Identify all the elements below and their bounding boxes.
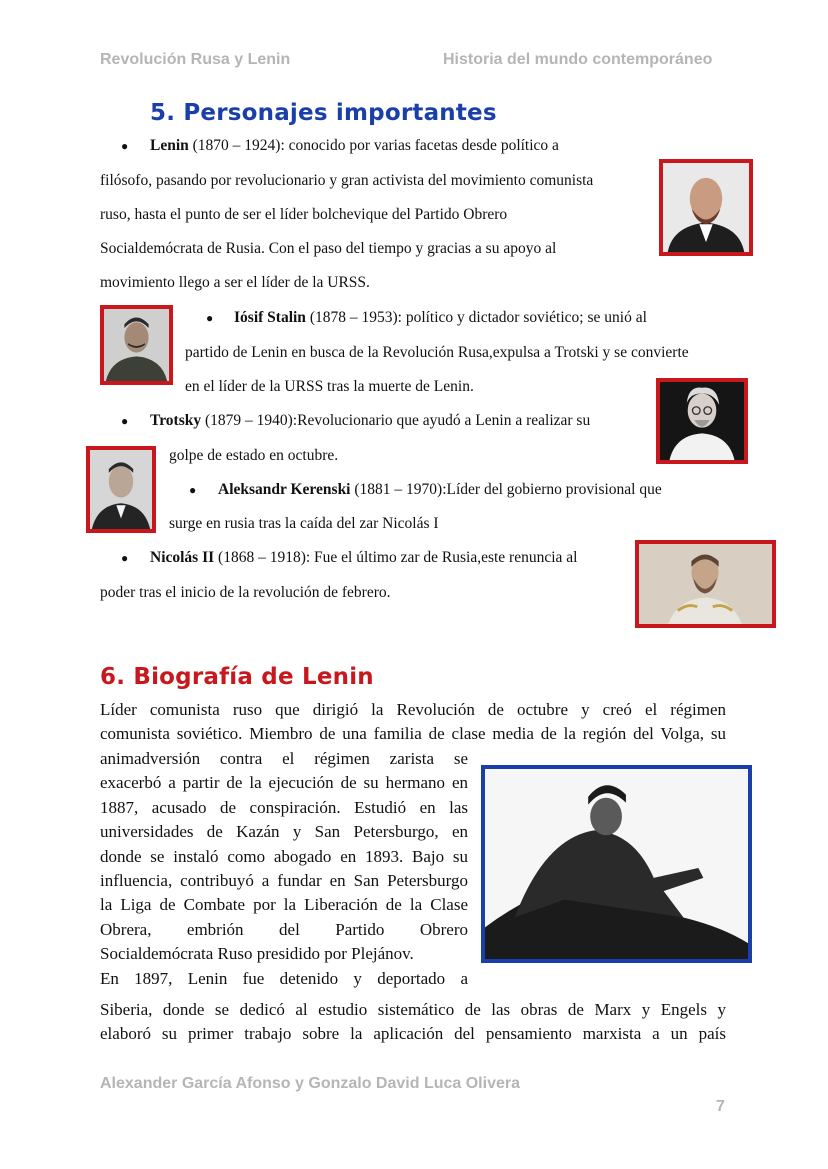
bullet-trotsky: ● xyxy=(121,414,129,428)
header-left: Revolución Rusa y Lenin xyxy=(100,51,291,68)
bio-left-line: influencia, contribuyó a fundar en San Petersburgo xyxy=(100,871,468,891)
bio-paragraph-bottom xyxy=(100,998,726,1047)
lenin-line-4: Socialdemócrata de Rusia. Con el paso del tiempo y gracias a su apoyo al xyxy=(100,240,557,257)
header-right: Historia del mundo contemporáneo xyxy=(443,51,713,68)
kerenski-line-1 xyxy=(218,481,662,498)
bio-left-line: Socialdemócrata Ruso presidido por Plejánov. xyxy=(100,944,414,964)
trotsky-portrait xyxy=(656,378,748,464)
footer-authors: Alexander García Afonso y Gonzalo David Luca Olivera xyxy=(100,1075,520,1092)
bio-left-line: animadversión contra el régimen zarista se xyxy=(100,749,468,768)
bio-bottom-line-2: elaboró su primer trabajo sobre la aplicación del pensamiento marxista a un país xyxy=(100,1024,726,1044)
stalin-name: Iósif Stalin xyxy=(234,309,306,326)
bullet-kerenski: ● xyxy=(189,483,197,497)
bio-line-2: comunista soviético. Miembro de una familia de clase media de la región del Volga, su xyxy=(100,724,726,744)
lenin-speech-photo xyxy=(481,765,752,963)
page-number: 7 xyxy=(716,1098,725,1115)
bio-line-1: Líder comunista ruso que dirigió la Revolución de octubre y creó el régimen xyxy=(100,700,726,719)
bio-bottom-line-1: Siberia, donde se dedicó al estudio sistemático de las obras de Marx y Engels y xyxy=(100,1000,726,1019)
bio-left-line: universidades de Kazán y San Petersburgo, en xyxy=(100,822,468,842)
stalin-line-1 xyxy=(234,309,647,326)
trotsky-line-2: golpe de estado en octubre. xyxy=(169,447,339,464)
lenin-line-5: movimiento llego a ser el líder de la URSS. xyxy=(100,274,370,291)
lenin-portrait xyxy=(659,159,753,256)
bio-left-line: donde se instaló como abogado en 1893. Bajo su xyxy=(100,846,468,866)
kerenski-portrait xyxy=(86,446,156,533)
bio-left-line: Obrera, embrión del Partido Obrero xyxy=(100,919,468,939)
stalin-text-1: (1878 – 1953): político y dictador soviético; se unió al xyxy=(305,309,647,326)
bullet-stalin: ● xyxy=(206,311,214,325)
stalin-portrait xyxy=(100,305,173,385)
bio-left-line: la Liga de Combate por la Liberación de la Clase xyxy=(100,895,468,915)
stalin-line-3: en el líder de la URSS tras la muerte de Lenin. xyxy=(185,378,474,395)
nicolas-line-1 xyxy=(150,549,577,566)
nicolas-portrait xyxy=(635,540,776,628)
trotsky-text-1: (1879 – 1940):Revolucionario que ayudó a Lenin a realizar su xyxy=(201,412,591,429)
lenin-text-1: (1870 – 1924): conocido por varias facetas desde político a xyxy=(188,137,559,154)
lenin-line-3: ruso, hasta el punto de ser el líder bolchevique del Partido Obrero xyxy=(100,206,508,223)
nicolas-text-1: (1868 – 1918): Fue el último zar de Rusia,este renuncia al xyxy=(214,549,578,566)
trotsky-line-1 xyxy=(150,412,590,429)
lenin-line-2: filósofo, pasando por revolucionario y gran activista del movimiento comunista xyxy=(100,172,594,189)
stalin-line-2: partido de Lenin en busca de la Revolución Rusa,expulsa a Trotski y se convierte xyxy=(185,344,689,361)
nicolas-name: Nicolás II xyxy=(150,549,215,566)
section-5-title: 5. Personajes importantes xyxy=(150,100,497,126)
bio-left-line: En 1897, Lenin fue detenido y deportado a xyxy=(100,968,468,988)
kerenski-name: Aleksandr Kerenski xyxy=(218,481,351,498)
bio-paragraph-top xyxy=(100,698,726,747)
kerenski-text-1: (1881 – 1970):Líder del gobierno provisional que xyxy=(350,481,662,498)
bio-left-line: exacerbó a partir de la ejecución de su hermano en xyxy=(100,773,468,793)
lenin-line-1 xyxy=(150,137,559,154)
bio-left-line: 1887, acusado de conspiración. Estudió en las xyxy=(100,797,468,817)
trotsky-name: Trotsky xyxy=(150,412,202,429)
nicolas-line-2: poder tras el inicio de la revolución de febrero. xyxy=(100,584,391,601)
lenin-name: Lenin xyxy=(150,137,189,154)
kerenski-line-2: surge en rusia tras la caída del zar Nicolás I xyxy=(169,515,439,532)
bio-paragraph-left xyxy=(100,747,468,991)
bullet-nicolas: ● xyxy=(121,551,129,565)
bullet-lenin: ● xyxy=(121,139,129,153)
section-6-title: 6. Biografía de Lenin xyxy=(100,664,374,690)
